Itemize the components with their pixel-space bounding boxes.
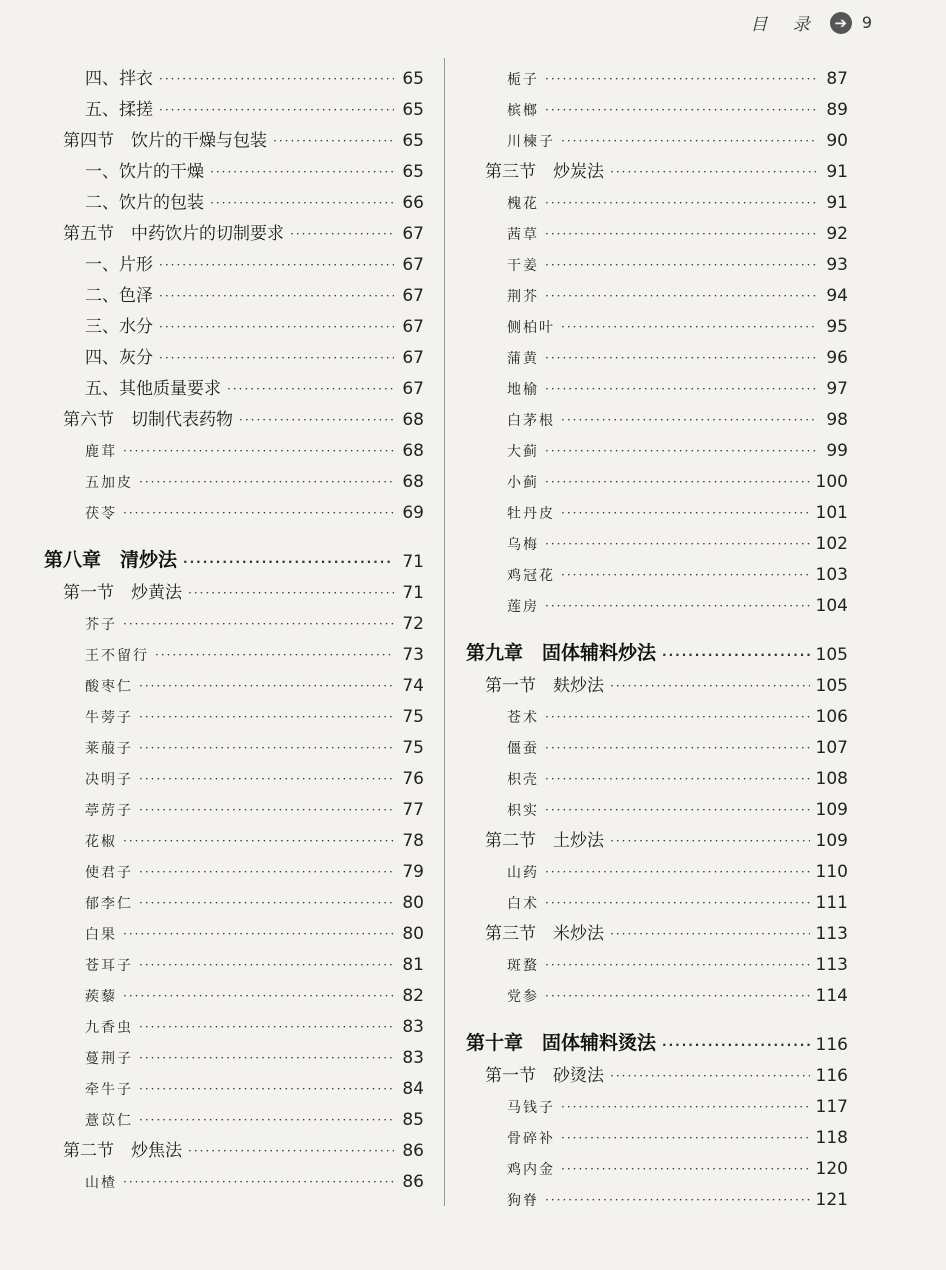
toc-entry-page: 94 — [826, 286, 848, 306]
toc-entry-page: 86 — [402, 1141, 424, 1161]
toc-entry-item[interactable] — [44, 337, 424, 368]
toc-entry-title: 莱菔子 — [85, 741, 133, 757]
toc-entry-page: 84 — [402, 1079, 424, 1099]
toc-entry-title: 马钱子 — [507, 1100, 555, 1116]
toc-entry-page: 79 — [402, 862, 424, 882]
toc-entry-herb[interactable] — [44, 1068, 424, 1099]
toc-entry-page: 75 — [402, 738, 424, 758]
toc-entry-title: 第二节 土炒法 — [485, 831, 604, 851]
toc-entry-title: 九香虫 — [85, 1020, 133, 1036]
dot-leader — [561, 1128, 810, 1148]
toc-entry-herb[interactable] — [466, 882, 848, 913]
toc-entry-page: 98 — [826, 410, 848, 430]
dot-leader — [210, 193, 394, 213]
toc-entry-title: 芥子 — [85, 617, 117, 633]
dot-leader — [545, 986, 810, 1006]
arrow-right-icon: ➔ — [830, 12, 852, 34]
page-header — [750, 10, 872, 35]
toc-entry-page: 109 — [815, 800, 848, 820]
dot-leader — [139, 676, 394, 696]
toc-entry-page: 65 — [402, 162, 424, 182]
toc-entry-title: 第八章 清炒法 — [44, 549, 178, 571]
toc-entry-page: 105 — [815, 645, 848, 665]
toc-entry-page: 105 — [815, 676, 848, 696]
dot-leader — [545, 441, 818, 461]
toc-entry-title: 鸡冠花 — [507, 568, 555, 584]
toc-entry-title: 第一节 麸炒法 — [485, 676, 604, 696]
dot-leader — [139, 893, 394, 913]
toc-entry-page: 91 — [826, 193, 848, 213]
toc-entry-title: 第五节 中药饮片的切制要求 — [63, 224, 284, 244]
toc-entry-page: 65 — [402, 69, 424, 89]
toc-entry-title: 一、片形 — [85, 255, 153, 275]
toc-entry-herb[interactable] — [466, 1179, 848, 1210]
toc-entry-title: 小蓟 — [507, 475, 539, 491]
toc-entry-herb[interactable] — [466, 975, 848, 1006]
toc-entry-item[interactable] — [44, 306, 424, 337]
toc-entry-page: 93 — [826, 255, 848, 275]
toc-entry-title: 大蓟 — [507, 444, 539, 460]
toc-entry-title: 栀子 — [507, 72, 539, 88]
dot-leader — [545, 379, 818, 399]
toc-entry-title: 山楂 — [85, 1175, 117, 1191]
toc-entry-title: 牡丹皮 — [507, 506, 555, 522]
dot-leader — [159, 100, 394, 120]
dot-leader — [159, 286, 394, 306]
toc-entry-herb[interactable] — [44, 430, 424, 461]
toc-entry-page: 106 — [815, 707, 848, 727]
toc-entry-herb[interactable] — [466, 758, 848, 789]
toc-entry-herb[interactable] — [44, 758, 424, 789]
toc-entry-title: 鸡内金 — [507, 1162, 555, 1178]
toc-entry-page: 92 — [826, 224, 848, 244]
toc-entry-item[interactable] — [44, 368, 424, 399]
toc-entry-chapter[interactable] — [466, 634, 848, 665]
dot-leader — [545, 596, 810, 616]
toc-entry-herb[interactable] — [44, 696, 424, 727]
dot-leader — [139, 800, 394, 820]
toc-entry-title: 第四节 饮片的干燥与包装 — [63, 131, 267, 151]
toc-entry-title: 枳壳 — [507, 772, 539, 788]
toc-entry-chapter[interactable] — [44, 541, 424, 572]
toc-entry-title: 苍耳子 — [85, 958, 133, 974]
dot-leader — [159, 69, 394, 89]
toc-entry-page: 117 — [815, 1097, 848, 1117]
dot-leader — [545, 800, 810, 820]
toc-entry-title: 白术 — [507, 896, 539, 912]
toc-entry-herb[interactable] — [466, 727, 848, 758]
toc-entry-item[interactable] — [44, 182, 424, 213]
toc-entry-title: 荆芥 — [507, 289, 539, 305]
toc-entry-page: 111 — [815, 893, 848, 913]
toc-entry-page: 108 — [815, 769, 848, 789]
toc-entry-page: 96 — [826, 348, 848, 368]
toc-entry-title: 四、灰分 — [85, 348, 153, 368]
toc-entry-page: 109 — [815, 831, 848, 851]
dot-leader — [561, 1159, 810, 1179]
dot-leader — [139, 955, 394, 975]
toc-entry-page: 67 — [402, 348, 424, 368]
toc-entry-section[interactable] — [44, 1130, 424, 1161]
toc-entry-herb[interactable] — [466, 275, 848, 306]
toc-entry-page: 68 — [402, 410, 424, 430]
toc-entry-herb[interactable] — [466, 492, 848, 523]
toc-entry-title: 僵蚕 — [507, 741, 539, 757]
toc-entry-page: 85 — [402, 1110, 424, 1130]
toc-entry-item[interactable] — [44, 244, 424, 275]
toc-entry-title: 川楝子 — [507, 134, 555, 150]
toc-entry-title: 莲房 — [507, 599, 539, 615]
dot-leader — [183, 552, 394, 572]
dot-leader — [545, 707, 810, 727]
toc-entry-page: 65 — [402, 100, 424, 120]
chapter-spacer — [466, 1006, 848, 1024]
toc-entry-page: 78 — [402, 831, 424, 851]
toc-entry-title: 槟榔 — [507, 103, 539, 119]
toc-entry-page: 67 — [402, 286, 424, 306]
toc-entry-page: 74 — [402, 676, 424, 696]
toc-entry-section[interactable] — [44, 399, 424, 430]
dot-leader — [139, 1017, 394, 1037]
toc-entry-title: 第三节 炒炭法 — [485, 162, 604, 182]
toc-entry-page: 65 — [402, 131, 424, 151]
toc-entry-section[interactable] — [44, 572, 424, 603]
toc-entry-section[interactable] — [466, 1055, 848, 1086]
toc-entry-page: 110 — [815, 862, 848, 882]
dot-leader — [139, 1048, 394, 1068]
dot-leader — [139, 1110, 394, 1130]
toc-entry-herb[interactable] — [44, 882, 424, 913]
toc-entry-page: 76 — [402, 769, 424, 789]
toc-entry-chapter[interactable] — [466, 1024, 848, 1055]
toc-entry-title: 牵牛子 — [85, 1082, 133, 1098]
toc-entry-herb[interactable] — [44, 1006, 424, 1037]
dot-leader — [545, 255, 818, 275]
toc-entry-page: 102 — [815, 534, 848, 554]
toc-entry-page: 66 — [402, 193, 424, 213]
toc-entry-page: 103 — [815, 565, 848, 585]
toc-entry-title: 茜草 — [507, 227, 539, 243]
toc-entry-page: 99 — [826, 441, 848, 461]
toc-entry-herb[interactable] — [466, 696, 848, 727]
toc-entry-title: 地榆 — [507, 382, 539, 398]
dot-leader — [545, 769, 810, 789]
dot-leader — [139, 738, 394, 758]
toc-entry-herb[interactable] — [44, 461, 424, 492]
toc-entry-herb[interactable] — [44, 665, 424, 696]
toc-entry-item[interactable] — [44, 58, 424, 89]
dot-leader — [662, 645, 810, 665]
toc-entry-title: 五加皮 — [85, 475, 133, 491]
dot-leader — [545, 100, 818, 120]
toc-entry-herb[interactable] — [466, 430, 848, 461]
toc-entry-herb[interactable] — [44, 727, 424, 758]
toc-entry-herb[interactable] — [466, 1086, 848, 1117]
toc-entry-page: 87 — [826, 69, 848, 89]
toc-entry-title: 使君子 — [85, 865, 133, 881]
toc-entry-title: 牛蒡子 — [85, 710, 133, 726]
dot-leader — [139, 1079, 394, 1099]
dot-leader — [139, 769, 394, 789]
toc-entry-page: 86 — [402, 1172, 424, 1192]
toc-entry-title: 骨碎补 — [507, 1131, 555, 1147]
toc-entry-page: 71 — [402, 552, 424, 572]
toc-entry-page: 80 — [402, 893, 424, 913]
toc-entry-page: 104 — [815, 596, 848, 616]
toc-entry-page: 83 — [402, 1048, 424, 1068]
dot-leader — [159, 255, 394, 275]
toc-entry-title: 山药 — [507, 865, 539, 881]
chapter-spacer — [44, 523, 424, 541]
dot-leader — [123, 1172, 394, 1192]
dot-leader — [545, 862, 810, 882]
toc-entry-herb[interactable] — [466, 89, 848, 120]
toc-entry-title: 白茅根 — [507, 413, 555, 429]
toc-entry-page: 67 — [402, 224, 424, 244]
dot-leader — [545, 348, 818, 368]
dot-leader — [610, 676, 810, 696]
toc-entry-title: 决明子 — [85, 772, 133, 788]
toc-entry-page: 75 — [402, 707, 424, 727]
toc-entry-herb[interactable] — [466, 244, 848, 275]
dot-leader — [561, 565, 810, 585]
toc-entry-title: 王不留行 — [85, 648, 149, 664]
dot-leader — [139, 862, 394, 882]
toc-entry-page: 82 — [402, 986, 424, 1006]
toc-entry-page: 91 — [826, 162, 848, 182]
dot-leader — [545, 69, 818, 89]
dot-leader — [123, 503, 394, 523]
toc-entry-herb[interactable] — [44, 1037, 424, 1068]
dot-leader — [290, 224, 394, 244]
dot-leader — [561, 131, 818, 151]
toc-entry-herb[interactable] — [466, 789, 848, 820]
toc-entry-title: 白果 — [85, 927, 117, 943]
toc-entry-page: 69 — [402, 503, 424, 523]
toc-entry-title: 花椒 — [85, 834, 117, 850]
dot-leader — [123, 831, 394, 851]
toc-entry-page: 121 — [815, 1190, 848, 1210]
dot-leader — [545, 955, 810, 975]
header-title: 目 录 — [750, 15, 820, 35]
toc-entry-title: 葶苈子 — [85, 803, 133, 819]
toc-entry-herb[interactable] — [466, 58, 848, 89]
toc-entry-herb[interactable] — [466, 306, 848, 337]
toc-entry-herb[interactable] — [466, 461, 848, 492]
toc-entry-page: 113 — [815, 924, 848, 944]
toc-entry-page: 72 — [402, 614, 424, 634]
toc-entry-herb[interactable] — [44, 820, 424, 851]
dot-leader — [545, 224, 818, 244]
toc-entry-page: 67 — [402, 317, 424, 337]
toc-entry-title: 乌梅 — [507, 537, 539, 553]
toc-entry-page: 73 — [402, 645, 424, 665]
toc-entry-page: 120 — [815, 1159, 848, 1179]
toc-entry-title: 二、色泽 — [85, 286, 153, 306]
toc-entry-page: 116 — [815, 1035, 848, 1055]
toc-entry-herb[interactable] — [44, 913, 424, 944]
dot-leader — [561, 410, 818, 430]
toc-entry-page: 68 — [402, 441, 424, 461]
dot-leader — [610, 162, 818, 182]
toc-entry-herb[interactable] — [44, 944, 424, 975]
dot-leader — [545, 472, 810, 492]
toc-entry-page: 116 — [815, 1066, 848, 1086]
toc-entry-title: 第二节 炒焦法 — [63, 1141, 182, 1161]
dot-leader — [545, 286, 818, 306]
toc-entry-herb[interactable] — [466, 213, 848, 244]
dot-leader — [610, 1066, 810, 1086]
toc-entry-page: 77 — [402, 800, 424, 820]
toc-entry-herb[interactable] — [466, 851, 848, 882]
toc-entry-title: 干姜 — [507, 258, 539, 274]
toc-entry-page: 118 — [815, 1128, 848, 1148]
toc-entry-herb[interactable] — [44, 1161, 424, 1192]
toc-entry-page: 97 — [826, 379, 848, 399]
toc-entry-page: 100 — [815, 472, 848, 492]
dot-leader — [561, 317, 818, 337]
toc-entry-title: 二、饮片的包装 — [85, 193, 204, 213]
toc-entry-page: 95 — [826, 317, 848, 337]
toc-entry-title: 第一节 砂烫法 — [485, 1066, 604, 1086]
toc-entry-section[interactable] — [466, 820, 848, 851]
dot-leader — [139, 707, 394, 727]
dot-leader — [561, 1097, 810, 1117]
toc-entry-herb[interactable] — [466, 368, 848, 399]
toc-entry-title: 第一节 炒黄法 — [63, 583, 182, 603]
toc-entry-page: 114 — [815, 986, 848, 1006]
dot-leader — [123, 924, 394, 944]
toc-entry-herb[interactable] — [44, 1099, 424, 1130]
toc-entry-section[interactable] — [466, 151, 848, 182]
toc-entry-title: 第六节 切制代表药物 — [63, 410, 233, 430]
toc-entry-title: 党参 — [507, 989, 539, 1005]
toc-entry-section[interactable] — [44, 213, 424, 244]
toc-right-column — [466, 58, 848, 1210]
toc-entry-title: 第九章 固体辅料炒法 — [466, 642, 657, 664]
toc-entry-section[interactable] — [466, 665, 848, 696]
toc-entry-title: 苍术 — [507, 710, 539, 726]
toc-left-column — [44, 58, 424, 1192]
dot-leader — [545, 893, 810, 913]
toc-entry-section[interactable] — [44, 120, 424, 151]
toc-entry-title: 第三节 米炒法 — [485, 924, 604, 944]
toc-entry-herb[interactable] — [44, 492, 424, 523]
toc-entry-title: 侧柏叶 — [507, 320, 555, 336]
dot-leader — [188, 583, 394, 603]
dot-leader — [139, 472, 394, 492]
toc-entry-page: 71 — [402, 583, 424, 603]
toc-entry-title: 槐花 — [507, 196, 539, 212]
toc-entry-herb[interactable] — [44, 789, 424, 820]
toc-entry-herb[interactable] — [44, 603, 424, 634]
toc-entry-page: 101 — [815, 503, 848, 523]
toc-entry-item[interactable] — [44, 151, 424, 182]
toc-entry-title: 五、揉搓 — [85, 100, 153, 120]
toc-entry-herb[interactable] — [466, 585, 848, 616]
dot-leader — [545, 1190, 810, 1210]
toc-entry-title: 斑蝥 — [507, 958, 539, 974]
chapter-spacer — [466, 616, 848, 634]
toc-entry-title: 蒺藜 — [85, 989, 117, 1005]
dot-leader — [662, 1035, 810, 1055]
toc-entry-item[interactable] — [44, 89, 424, 120]
toc-entry-page: 81 — [402, 955, 424, 975]
toc-entry-title: 五、其他质量要求 — [85, 379, 221, 399]
toc-entry-title: 薏苡仁 — [85, 1113, 133, 1129]
toc-entry-title: 郁李仁 — [85, 896, 133, 912]
toc-entry-title: 酸枣仁 — [85, 679, 133, 695]
dot-leader — [123, 614, 394, 634]
dot-leader — [155, 645, 394, 665]
dot-leader — [561, 503, 810, 523]
toc-entry-title: 第十章 固体辅料烫法 — [466, 1032, 657, 1054]
toc-entry-page: 107 — [815, 738, 848, 758]
dot-leader — [123, 441, 394, 461]
dot-leader — [545, 738, 810, 758]
toc-entry-herb[interactable] — [44, 634, 424, 665]
dot-leader — [188, 1141, 394, 1161]
dot-leader — [273, 131, 394, 151]
toc-entry-herb[interactable] — [466, 523, 848, 554]
toc-entry-title: 枳实 — [507, 803, 539, 819]
dot-leader — [159, 317, 394, 337]
dot-leader — [545, 534, 810, 554]
toc-entry-section[interactable] — [466, 913, 848, 944]
toc-entry-title: 四、拌衣 — [85, 69, 153, 89]
toc-entry-page: 83 — [402, 1017, 424, 1037]
toc-entry-herb[interactable] — [466, 182, 848, 213]
dot-leader — [239, 410, 394, 430]
dot-leader — [610, 831, 810, 851]
toc-entry-herb[interactable] — [466, 1148, 848, 1179]
toc-entry-page: 67 — [402, 255, 424, 275]
toc-entry-herb[interactable] — [466, 120, 848, 151]
dot-leader — [227, 379, 394, 399]
toc-entry-page: 89 — [826, 100, 848, 120]
dot-leader — [159, 348, 394, 368]
toc-entry-herb[interactable] — [466, 1117, 848, 1148]
toc-entry-herb[interactable] — [466, 944, 848, 975]
toc-entry-title: 狗脊 — [507, 1193, 539, 1209]
dot-leader — [545, 193, 818, 213]
toc-entry-page: 113 — [815, 955, 848, 975]
toc-entry-herb[interactable] — [44, 975, 424, 1006]
toc-entry-item[interactable] — [44, 275, 424, 306]
toc-entry-title: 蒲黄 — [507, 351, 539, 367]
dot-leader — [610, 924, 810, 944]
dot-leader — [123, 986, 394, 1006]
page-number: 9 — [861, 13, 872, 32]
column-divider — [444, 58, 445, 1206]
toc-entry-herb[interactable] — [466, 554, 848, 585]
toc-entry-herb[interactable] — [466, 399, 848, 430]
toc-entry-page: 80 — [402, 924, 424, 944]
toc-entry-page: 68 — [402, 472, 424, 492]
toc-entry-title: 茯苓 — [85, 506, 117, 522]
toc-entry-title: 一、饮片的干燥 — [85, 162, 204, 182]
toc-entry-herb[interactable] — [44, 851, 424, 882]
toc-entry-title: 鹿茸 — [85, 444, 117, 460]
toc-entry-title: 蔓荆子 — [85, 1051, 133, 1067]
toc-entry-herb[interactable] — [466, 337, 848, 368]
dot-leader — [210, 162, 394, 182]
toc-entry-title: 三、水分 — [85, 317, 153, 337]
toc-entry-page: 90 — [826, 131, 848, 151]
toc-entry-page: 67 — [402, 379, 424, 399]
